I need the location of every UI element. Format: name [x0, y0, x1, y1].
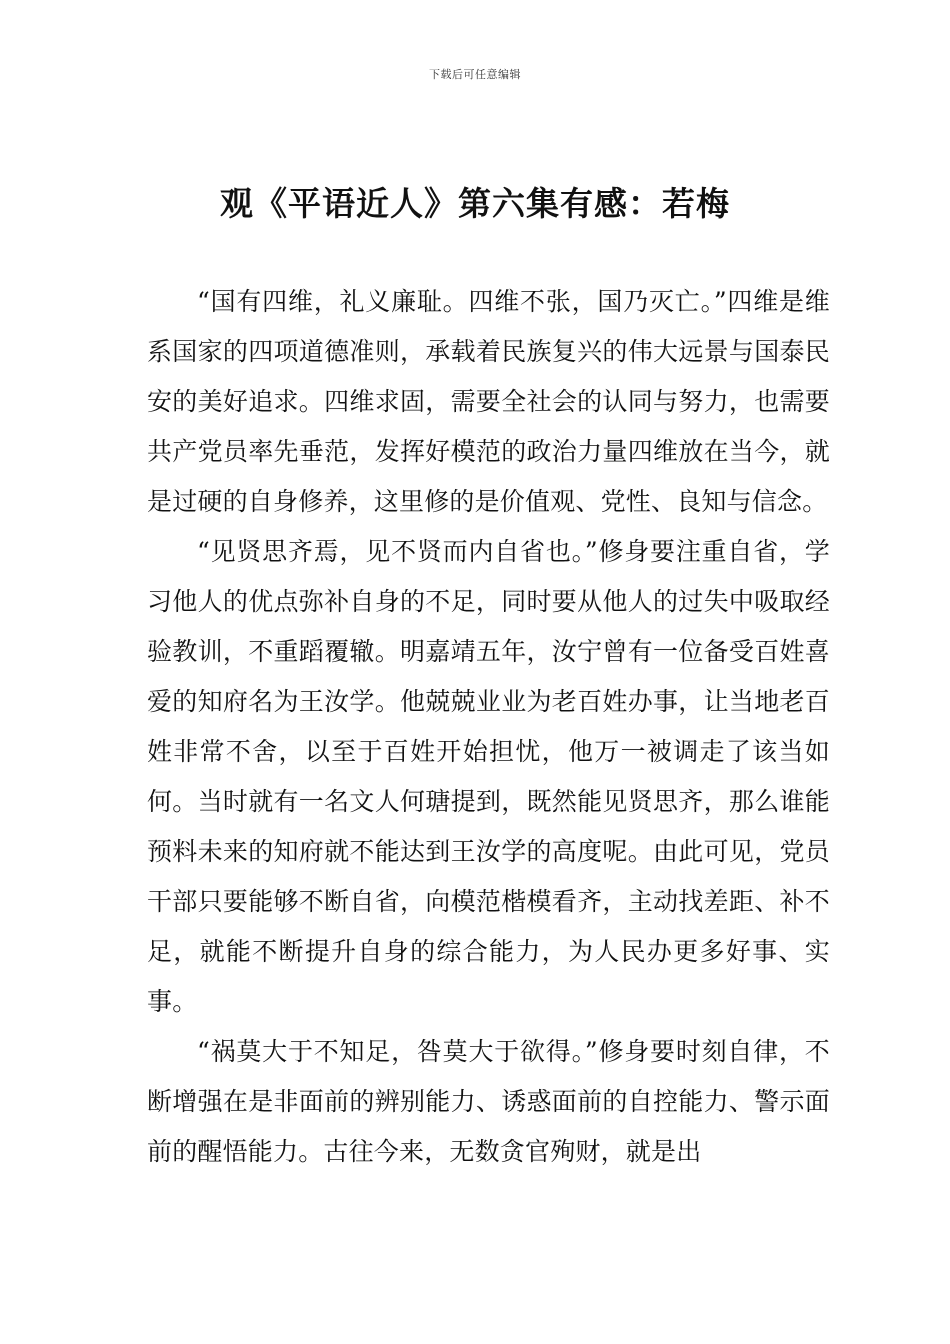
document-title: 观《平语近人》第六集有感：若梅: [220, 184, 730, 223]
header-note: 下载后可任意编辑: [429, 68, 521, 81]
paragraph-1: “国有四维，礼义廉耻。四维不张，国乃灭亡。”四维是维系国家的四项道德准则，承载着民族复兴的伟大远景与国泰民安的美好追求。四维求固，需要全社会的认同与努力，也需要共产党员率先垂范，发挥好模范的政治力量四维放在当今，就是过硬的自身修养，这里修的是价值观、党性、良知与信念。: [147, 287, 830, 516]
document-body: [147, 277, 830, 1177]
paragraph-3: “祸莫大于不知足，咎莫大于欲得。”修身要时刻自律，不断增强在是非面前的辨别能力、诱惑面前的自控能力、警示面前的醒悟能力。古往今来，无数贪官殉财，就是出: [147, 1037, 830, 1166]
paragraph-2: “见贤思齐焉，见不贤而内自省也。”修身要注重自省，学习他人的优点弥补自身的不足，同时要从他人的过失中吸取经验教训，不重蹈覆辙。明嘉靖五年，汝宁曾有一位备受百姓喜爱的知府名为王汝学。他兢兢业业为老百姓办事，让当地老百姓非常不舍，以至于百姓开始担忧，他万一被调走了该当如何。当时就有一名文人何瑭提到，既然能见贤思齐，那么谁能预料未来的知府就不能达到王汝学的高度呢。由此可见，党员干部只要能够不断自省，向模范楷模看齐，主动找差距、补不足，就能不断提升自身的综合能力，为人民办更多好事、实事。: [147, 537, 830, 1016]
